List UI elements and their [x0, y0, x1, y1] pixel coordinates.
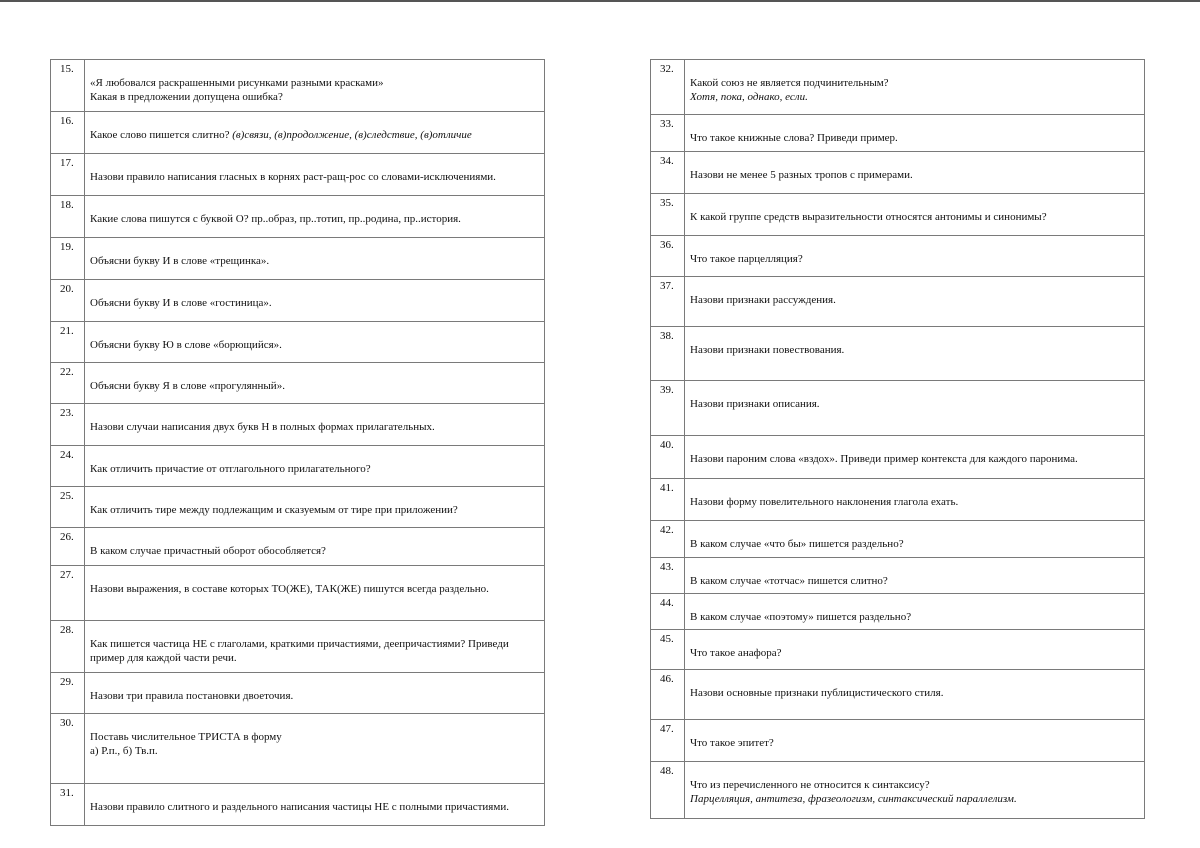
question-number: 44.: [651, 594, 685, 630]
question-text-cell: [85, 154, 545, 196]
question-text: Что такое эпитет?: [690, 737, 774, 749]
question-number: 41.: [651, 479, 685, 521]
question-row: [651, 277, 1145, 327]
question-text-cell: [685, 479, 1145, 521]
question-text: К какой группе средств выразительности относятся антонимы и синонимы?: [690, 211, 1047, 223]
question-row: [651, 558, 1145, 594]
question-row: [51, 566, 545, 621]
question-number: 27.: [51, 566, 85, 621]
question-text: Какое слово пишется слитно?: [90, 129, 230, 141]
question-number: 29.: [51, 673, 85, 714]
question-text: Какой союз не является подчинительным?: [690, 77, 889, 89]
question-row: [51, 238, 545, 280]
question-text: «Я любовался раскрашенными рисунками разными красками»: [90, 77, 384, 89]
question-text-cell: [85, 566, 545, 621]
question-text: Объясни букву И в слове «трещинка».: [90, 255, 270, 267]
question-text-cell: [85, 446, 545, 487]
question-number: 24.: [51, 446, 85, 487]
question-number: 17.: [51, 154, 85, 196]
question-text: Какие слова пишутся с буквой О? пр..образ, пр..тотип, пр..родина, пр..история.: [90, 213, 461, 225]
question-number: 26.: [51, 528, 85, 566]
question-number: 16.: [51, 112, 85, 154]
question-text: В каком случае «поэтому» пишется раздельно?: [690, 611, 912, 623]
question-text: Поставь числительное ТРИСТА в форму: [90, 731, 282, 743]
question-text-cell: [685, 558, 1145, 594]
question-row: [651, 436, 1145, 479]
question-number: 28.: [51, 621, 85, 673]
question-text: В каком случае «тотчас» пишется слитно?: [690, 575, 888, 587]
question-text: Что из перечисленного не относится к синтаксису?: [690, 779, 930, 791]
question-row: [651, 194, 1145, 236]
question-number: 34.: [651, 152, 685, 194]
question-row: [51, 673, 545, 714]
question-row: [651, 521, 1145, 558]
question-text: Какая в предложении допущена ошибка?: [90, 91, 283, 103]
question-text-cell: [85, 238, 545, 280]
question-row: [51, 784, 545, 826]
question-text: В каком случае «что бы» пишется раздельно?: [690, 538, 904, 550]
question-text-cell: [85, 363, 545, 404]
question-row: [651, 327, 1145, 381]
question-text: Назови признаки рассуждения.: [690, 294, 836, 306]
question-text: Назови три правила постановки двоеточия.: [90, 690, 294, 702]
question-text-cell: [685, 194, 1145, 236]
question-text-cell: [685, 670, 1145, 720]
question-number: 20.: [51, 280, 85, 322]
question-row: [51, 487, 545, 528]
question-row: [651, 670, 1145, 720]
question-row: [651, 60, 1145, 115]
question-text-cell: [85, 404, 545, 446]
question-row: [51, 446, 545, 487]
question-row: [651, 479, 1145, 521]
question-text: Назови правило слитного и раздельного написания частицы НЕ с полными причастиями.: [90, 801, 509, 813]
question-number: 48.: [651, 762, 685, 819]
question-text-cell: [85, 621, 545, 673]
question-text: Назови признаки описания.: [690, 398, 820, 410]
left-questions-table: [50, 59, 545, 826]
right-questions-table: [650, 59, 1145, 819]
question-number: 23.: [51, 404, 85, 446]
question-number: 35.: [651, 194, 685, 236]
question-text-cell: [685, 594, 1145, 630]
question-number: 43.: [651, 558, 685, 594]
question-text: Что такое анафора?: [690, 647, 782, 659]
question-text-cell: [85, 784, 545, 826]
question-options: Парцелляция, антитеза, фразеологизм, синтаксический параллелизм.: [690, 793, 1017, 805]
question-text-cell: [85, 714, 545, 784]
question-text-cell: [685, 60, 1145, 115]
question-row: [651, 720, 1145, 762]
question-number: 33.: [651, 115, 685, 152]
question-text-cell: [85, 487, 545, 528]
question-text-cell: [85, 322, 545, 363]
question-text: Назови выражения, в составе которых ТО(ЖЕ), ТАК(ЖЕ) пишутся всегда раздельно.: [90, 583, 489, 595]
question-row: [51, 60, 545, 112]
question-text: Объясни букву Ю в слове «борющийся».: [90, 339, 282, 351]
question-text-cell: [85, 280, 545, 322]
question-number: 46.: [651, 670, 685, 720]
question-number: 31.: [51, 784, 85, 826]
question-number: 37.: [651, 277, 685, 327]
question-number: 42.: [651, 521, 685, 558]
question-number: 32.: [651, 60, 685, 115]
question-text: Назови правило написания гласных в корнях раст-ращ-рос со словами-исключениями.: [90, 171, 496, 183]
question-text-cell: [85, 528, 545, 566]
question-row: [51, 621, 545, 673]
question-text-cell: [685, 630, 1145, 670]
question-row: [651, 152, 1145, 194]
question-row: [51, 280, 545, 322]
question-number: 22.: [51, 363, 85, 404]
question-text: Назови не менее 5 разных тропов с примерами.: [690, 169, 913, 181]
question-number: 30.: [51, 714, 85, 784]
question-row: [651, 236, 1145, 277]
question-text-cell: [685, 436, 1145, 479]
question-number: 47.: [651, 720, 685, 762]
question-text-cell: [685, 115, 1145, 152]
question-number: 18.: [51, 196, 85, 238]
question-row: [651, 115, 1145, 152]
question-row: [51, 404, 545, 446]
question-row: [651, 381, 1145, 436]
question-options: (в)связи, (в)продолжение, (в)следствие, (в)отличие: [229, 129, 472, 141]
question-row: [651, 762, 1145, 819]
question-text-cell: [85, 60, 545, 112]
question-text: Назови пароним слова «вздох». Приведи пример контекста для каждого паронима.: [690, 453, 1078, 465]
question-row: [51, 363, 545, 404]
question-text: Назови случаи написания двух букв Н в полных формах прилагательных.: [90, 421, 435, 433]
question-text-cell: [685, 327, 1145, 381]
question-text-cell: [85, 196, 545, 238]
question-text: Как пишется частица НЕ с глаголами, краткими причастиями, деепричастиями? Приведи пример для каждой части речи.: [90, 638, 509, 664]
question-text: Назови признаки повествования.: [690, 344, 845, 356]
question-row: [51, 528, 545, 566]
question-number: 15.: [51, 60, 85, 112]
question-text-cell: [685, 381, 1145, 436]
question-number: 38.: [651, 327, 685, 381]
question-row: [51, 322, 545, 363]
question-row: [651, 594, 1145, 630]
question-text: Назови форму повелительного наклонения глагола ехать.: [690, 496, 959, 508]
question-text: Как отличить тире между подлежащим и сказуемым от тире при приложении?: [90, 504, 458, 516]
question-number: 21.: [51, 322, 85, 363]
question-text-cell: [685, 277, 1145, 327]
question-text-cell: [685, 152, 1145, 194]
question-number: 19.: [51, 238, 85, 280]
question-text-cell: [685, 762, 1145, 819]
question-text: а) Р.п., б) Тв.п.: [90, 745, 158, 757]
top-border-line: [0, 0, 1200, 2]
question-row: [51, 196, 545, 238]
question-options: Хотя, пока, однако, если.: [690, 91, 808, 103]
question-row: [51, 714, 545, 784]
question-text-cell: [685, 521, 1145, 558]
question-text: В каком случае причастный оборот обособляется?: [90, 545, 326, 557]
question-number: 45.: [651, 630, 685, 670]
question-text: Что такое книжные слова? Приведи пример.: [690, 132, 898, 144]
question-text: Назови основные признаки публицистического стиля.: [690, 687, 944, 699]
question-number: 40.: [651, 436, 685, 479]
question-number: 25.: [51, 487, 85, 528]
question-row: [51, 154, 545, 196]
question-text-cell: [685, 236, 1145, 277]
question-text-cell: [85, 673, 545, 714]
question-number: 39.: [651, 381, 685, 436]
question-number: 36.: [651, 236, 685, 277]
question-text-cell: [685, 720, 1145, 762]
question-row: [651, 630, 1145, 670]
question-row: [51, 112, 545, 154]
question-text: Как отличить причастие от отглагольного прилагательного?: [90, 463, 371, 475]
question-text-cell: [85, 112, 545, 154]
question-text: Объясни букву Я в слове «прогулянный».: [90, 380, 285, 392]
question-text: Объясни букву И в слове «гостиница».: [90, 297, 272, 309]
question-text: Что такое парцелляция?: [690, 253, 803, 265]
